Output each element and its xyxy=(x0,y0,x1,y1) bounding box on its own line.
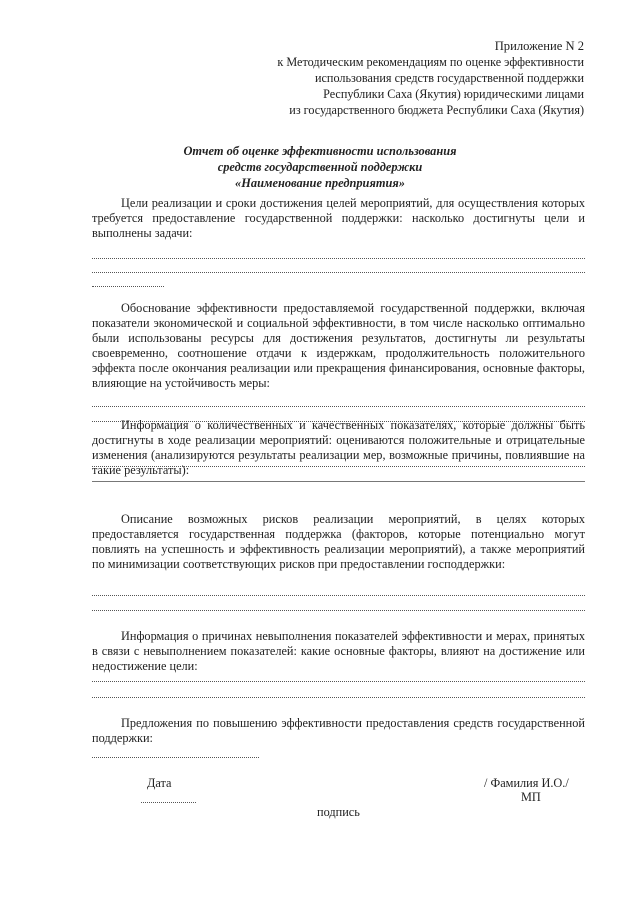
title-line: «Наименование предприятия» xyxy=(235,176,405,190)
report-title xyxy=(0,143,640,191)
fill-line[interactable] xyxy=(92,272,585,273)
section-indicators xyxy=(92,418,585,478)
fill-line[interactable] xyxy=(92,481,585,482)
date-line[interactable] xyxy=(141,802,196,803)
title-line: средств государственной поддержки xyxy=(217,160,423,174)
section-goals xyxy=(92,196,585,241)
section-proposals xyxy=(92,716,585,746)
appendix-header xyxy=(277,38,584,118)
section-text: Предложения по повышению эффективности предоставления средств государственной поддержки: xyxy=(92,716,585,745)
title-line: Отчет об оценке эффективности использования xyxy=(183,144,457,158)
fill-line[interactable] xyxy=(92,610,585,611)
fill-line[interactable] xyxy=(92,757,259,758)
section-text: Описание возможных рисков реализации мероприятий, в целях которых предоставляется государственная поддержка (факторов, которые потенциально могут повлиять на успешность и эффективность реализации мероприятий), а также мероприятий по минимизации соответствующих рисков при предоставлении господдержки: xyxy=(92,512,585,571)
name-label: / Фамилия И.О./ xyxy=(484,776,569,790)
fill-line[interactable] xyxy=(92,406,585,407)
appendix-line: из государственного бюджета Республики Саха (Якутия) xyxy=(289,103,584,117)
section-text: Цели реализации и сроки достижения целей мероприятий, для осуществления которых требуется предоставление государственной поддержки: насколько достигнуты цели и выполнены задачи: xyxy=(92,196,585,240)
fill-line[interactable] xyxy=(92,258,585,259)
signature-label: подпись xyxy=(317,805,360,819)
appendix-line: Республики Саха (Якутия) юридическими лицами xyxy=(323,87,584,101)
fill-line[interactable] xyxy=(92,286,164,287)
section-failures xyxy=(92,629,585,674)
stamp-label: МП xyxy=(521,790,541,804)
fill-line[interactable] xyxy=(92,697,585,698)
date-label: Дата xyxy=(147,776,172,790)
appendix-line: использования средств государственной поддержки xyxy=(315,71,584,85)
section-text: Информация о причинах невыполнения показателей эффективности и мерах, принятых в связи с невыполнением показателей: какие основные факторы, влияют на достижение или недостижение цели: xyxy=(92,629,585,673)
section-text: Информация о количественных и качественных показателях, которые должны быть достигнуты в ходе реализации мероприятий: оцениваются положительные и отрицательные изменения (анализируются результаты реализации мер, возможные причины, повлиявшие на такие результаты): xyxy=(92,418,585,477)
section-text: Обоснование эффективности предоставляемой государственной поддержки, включая показатели экономической и социальной эффективности, в том числе насколько оптимально были использованы ресурсы для достижения результатов, достигнуты ли результаты своевременно, соотношение отдачи к издержкам, продолжительность положительного эффекта после окончания реализации или прекращения финансирования, основные факторы, влияющие на устойчивость меры: xyxy=(92,301,585,390)
fill-line[interactable] xyxy=(92,681,585,682)
fill-line[interactable] xyxy=(92,595,585,596)
appendix-line: к Методическим рекомендациям по оценке эффективности xyxy=(277,55,584,69)
section-efficiency xyxy=(92,301,585,391)
section-risks xyxy=(92,512,585,572)
appendix-number: Приложение N 2 xyxy=(494,39,584,53)
fill-line[interactable] xyxy=(92,466,585,467)
